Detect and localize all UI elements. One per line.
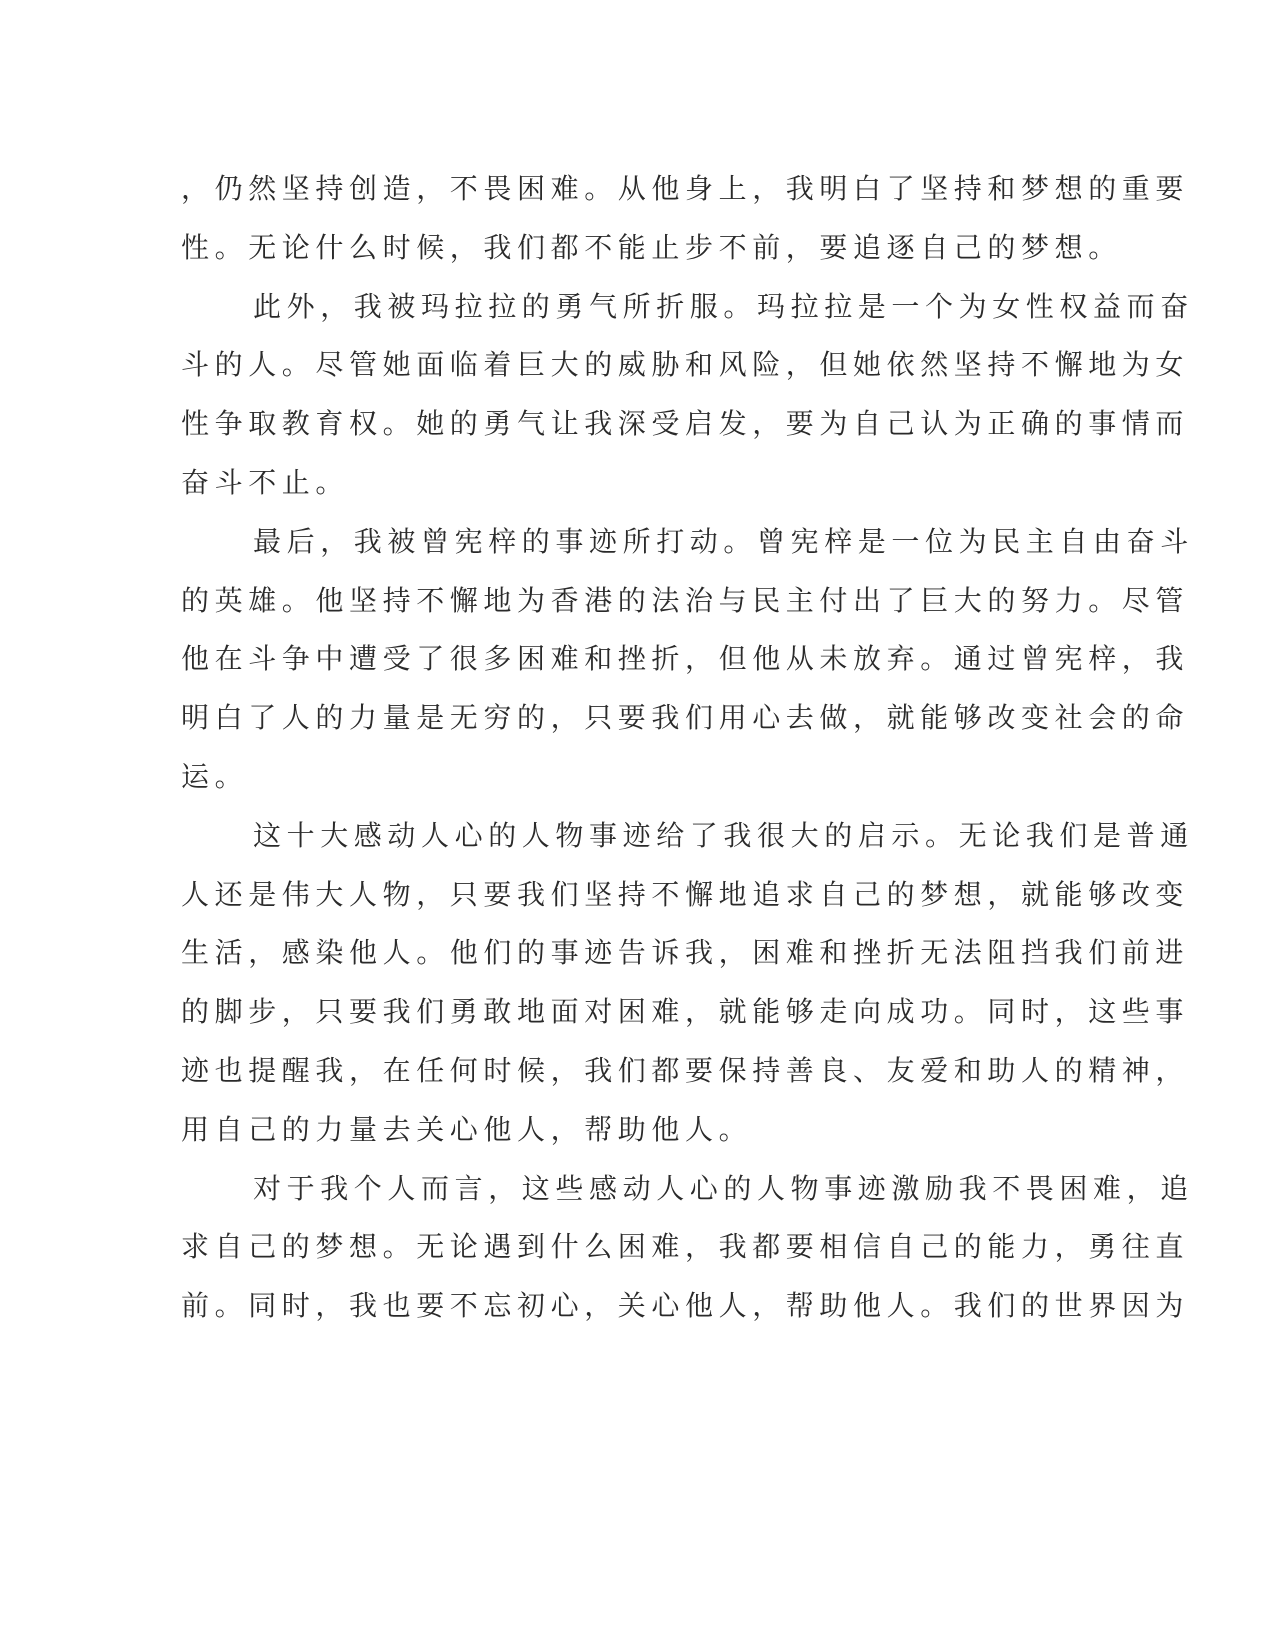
text-line: 明白了人的力量是无穷的，只要我们用心去做，就能够改变社会的命	[181, 701, 1190, 735]
text-line: 人还是伟大人物，只要我们坚持不懈地追求自己的梦想，就能够改变	[181, 877, 1190, 911]
document-body	[181, 160, 1194, 1336]
text-line: ，仍然坚持创造，不畏困难。从他身上，我明白了坚持和梦想的重要	[181, 172, 1190, 205]
text-line: 用自己的力量去关心他人，帮助他人。	[181, 1112, 753, 1146]
paragraph-first-line: 此外，我被玛拉拉的勇气所折服。玛拉拉是一个为女性权益而奋	[253, 289, 1194, 323]
text-line: 的脚步，只要我们勇敢地面对困难，就能够走向成功。同时，这些事	[181, 995, 1190, 1029]
text-line: 运。	[181, 759, 249, 793]
paragraph-first-line: 对于我个人而言，这些感动人心的人物事迹激励我不畏困难，追	[253, 1171, 1194, 1205]
text-line: 斗的人。尽管她面临着巨大的威胁和风险，但她依然坚持不懈地为女	[181, 348, 1190, 382]
text-line: 迹也提醒我，在任何时候，我们都要保持善良、友爱和助人的精神，	[181, 1053, 1190, 1087]
text-line: 性。无论什么时候，我们都不能止步不前，要追逐自己的梦想。	[181, 230, 1122, 264]
text-line: 生活，感染他人。他们的事迹告诉我，困难和挫折无法阻挡我们前进	[181, 936, 1190, 970]
text-line: 前。同时，我也要不忘初心，关心他人，帮助他人。我们的世界因为	[181, 1289, 1190, 1323]
paragraph-first-line: 最后，我被曾宪梓的事迹所打动。曾宪梓是一位为民主自由奋斗	[253, 524, 1194, 558]
text-line: 性争取教育权。她的勇气让我深受启发，要为自己认为正确的事情而	[181, 407, 1190, 441]
text-line: 求自己的梦想。无论遇到什么困难，我都要相信自己的能力，勇往直	[181, 1230, 1190, 1264]
text-line: 他在斗争中遭受了很多困难和挫折，但他从未放弃。通过曾宪梓，我	[181, 642, 1190, 676]
paragraph-first-line: 这十大感动人心的人物事迹给了我很大的启示。无论我们是普通	[253, 818, 1194, 852]
text-line: 奋斗不止。	[181, 465, 350, 499]
text-line: 的英雄。他坚持不懈地为香港的法治与民主付出了巨大的努力。尽管	[181, 583, 1190, 617]
